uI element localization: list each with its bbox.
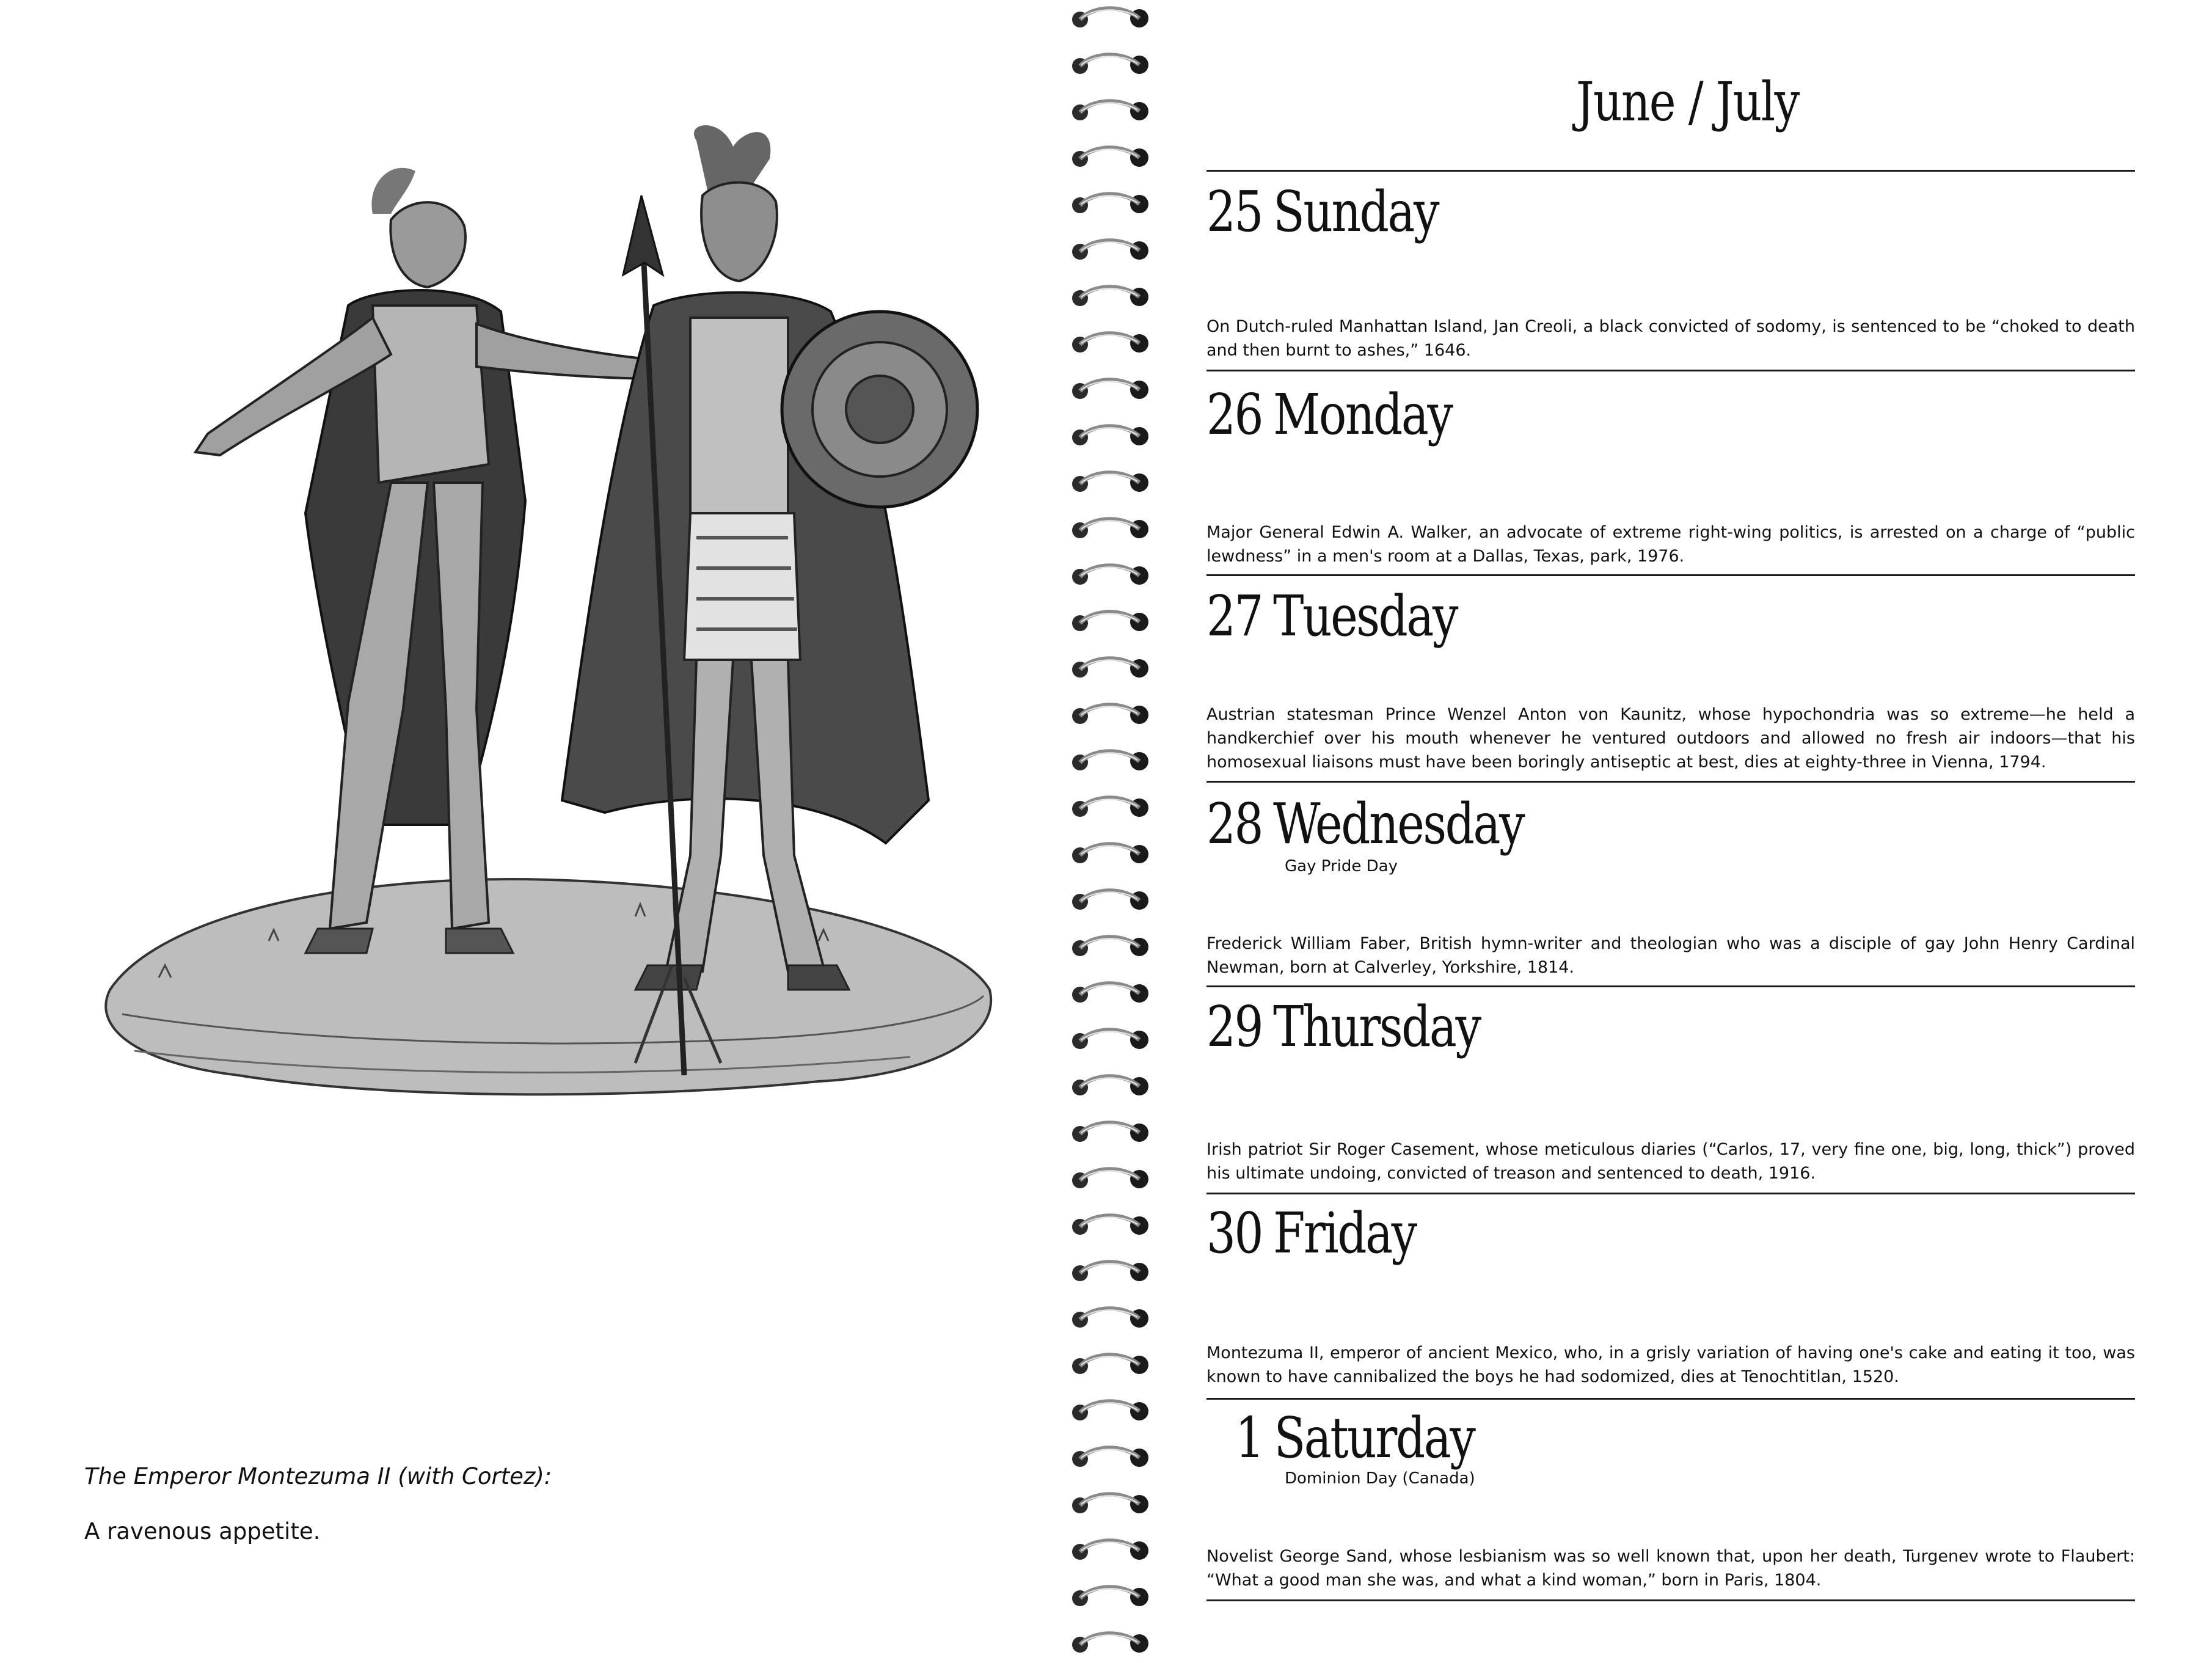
day-weekday: Sunday <box>1273 179 1439 244</box>
spiral-ring-icon <box>1072 1123 1148 1142</box>
spiral-ring-icon <box>1072 101 1148 120</box>
day-heading <box>1206 994 1480 1059</box>
day-entry: Montezuma II, emperor of ancient Mexico, who, in a grisly variation of having one's cake and eating it too, was known to have cannibalized the boys he had sodomized, dies at Tenochtitlan, 1520. <box>1206 1343 2135 1386</box>
spiral-ring-icon <box>1072 1448 1148 1467</box>
month-header: June / July <box>1576 70 1799 133</box>
spiral-ring-icon <box>1072 984 1148 1003</box>
day-number: 1 <box>1235 1405 1263 1471</box>
spiral-ring-icon <box>1072 1402 1148 1420</box>
spiral-ring-icon <box>1072 334 1148 353</box>
day-entry: Austrian statesman Prince Wenzel Anton von Kaunitz, whose hypochondria was so extreme—he held a handkerchief over his mouth whenever he ventured outdoors and allowed no fresh air indoors—that his homosexual liaisons must have been boringly antiseptic at best, dies at eighty-three in Vienna, 1794. <box>1206 705 2135 772</box>
spiral-ring-icon <box>1072 566 1148 585</box>
spiral-ring-icon <box>1072 1587 1148 1606</box>
spiral-ring-icon <box>1072 148 1148 167</box>
day-weekday: Monday <box>1273 382 1452 447</box>
day-rule <box>1206 1193 2135 1194</box>
caption-subtitle: A ravenous appetite. <box>84 1518 321 1544</box>
day-weekday: Wednesday <box>1273 791 1524 857</box>
day-entry: Major General Edwin A. Walker, an advocate of extreme right-wing politics, is arrested on a charge of “public lewdness” in a men's room at a Dallas, Texas, park, 1976. <box>1206 523 2135 566</box>
spiral-ring-icon <box>1072 798 1148 817</box>
caption-title: The Emperor Montezuma II (with Cortez): <box>84 1463 552 1489</box>
spiral-ring-icon <box>1072 519 1148 538</box>
day-heading <box>1206 583 1457 649</box>
day-number: 30 <box>1206 1201 1263 1266</box>
spiral-ring-icon <box>1072 426 1148 445</box>
spiral-ring-icon <box>1072 1634 1148 1653</box>
day-entry: On Dutch-ruled Manhattan Island, Jan Creoli, a black convicted of sodomy, is sentenced to be “choked to death and then burnt to ashes,” 1646. <box>1206 317 2135 360</box>
spiral-ring-icon <box>1072 9 1148 27</box>
spiral-ring-icon <box>1072 705 1148 724</box>
spiral-ring-icon <box>1072 1309 1148 1328</box>
day-observance: Dominion Day (Canada) <box>1285 1469 1475 1488</box>
spiral-ring-icon <box>1072 1216 1148 1235</box>
spiral-ring-icon <box>1072 1076 1148 1095</box>
spiral-ring-icon <box>1072 1030 1148 1049</box>
day-entry: Frederick William Faber, British hymn-writer and theologian who was a disciple of gay John Henry Cardinal Newman, born at Calverley, Yorkshire, 1814. <box>1206 934 2135 977</box>
spiral-ring-icon <box>1072 1169 1148 1188</box>
day-weekday: Thursday <box>1273 994 1480 1059</box>
day-heading <box>1206 382 1452 447</box>
spiral-ring-icon <box>1072 1262 1148 1281</box>
day-entry: Novelist George Sand, whose lesbianism was so well known that, upon her death, Turgenev wrote to Flaubert: “What a good man she was, and what a kind woman,” born in Paris, 1804. <box>1206 1547 2135 1590</box>
engraving-two-figures-icon <box>86 122 1038 1210</box>
spiral-ring-icon <box>1072 473 1148 492</box>
spiral-ring-icon <box>1072 659 1148 678</box>
day-observance: Gay Pride Day <box>1285 857 1398 875</box>
spiral-ring-icon <box>1072 380 1148 399</box>
day-weekday: Friday <box>1273 1201 1416 1266</box>
spiral-ring-icon <box>1072 1494 1148 1513</box>
day-rule <box>1206 574 2135 576</box>
spiral-ring-icon <box>1072 612 1148 631</box>
day-rule <box>1206 1599 2135 1601</box>
day-entry: Irish patriot Sir Roger Casement, whose meticulous diaries (“Carlos, 17, very fine one, big, long, thick”) proved his ultimate undoing, convicted of treason and sentenced to death, 1916. <box>1206 1140 2135 1183</box>
spiral-binding-icon <box>1063 0 1167 1663</box>
montezuma-figure <box>562 125 977 990</box>
ground-mound <box>106 879 991 1094</box>
day-weekday: Tuesday <box>1273 583 1458 649</box>
spiral-ring-icon <box>1072 844 1148 863</box>
day-heading <box>1206 791 1524 857</box>
day-number: 26 <box>1206 382 1263 447</box>
day-rule <box>1206 1398 2135 1400</box>
spiral-ring-icon <box>1072 194 1148 213</box>
spiral-ring-icon <box>1072 891 1148 910</box>
day-rule <box>1206 370 2135 371</box>
header-rule <box>1206 170 2135 172</box>
spiral-ring-icon <box>1072 241 1148 260</box>
day-rule <box>1206 781 2135 783</box>
day-number: 29 <box>1206 994 1263 1059</box>
spiral-ring-icon <box>1072 287 1148 306</box>
cortez-figure <box>195 168 663 953</box>
day-heading <box>1206 1201 1416 1266</box>
day-heading <box>1235 1405 1474 1471</box>
day-heading <box>1206 179 1438 244</box>
day-weekday: Saturday <box>1274 1405 1475 1471</box>
day-number: 28 <box>1206 791 1263 857</box>
spiral-ring-icon <box>1072 1541 1148 1560</box>
day-number: 27 <box>1206 583 1263 649</box>
spiral-ring-icon <box>1072 937 1148 956</box>
spiral-ring-icon <box>1072 55 1148 74</box>
spiral-ring-icon <box>1072 751 1148 770</box>
day-rule <box>1206 985 2135 987</box>
day-number: 25 <box>1206 179 1263 244</box>
spiral-ring-icon <box>1072 1355 1148 1374</box>
